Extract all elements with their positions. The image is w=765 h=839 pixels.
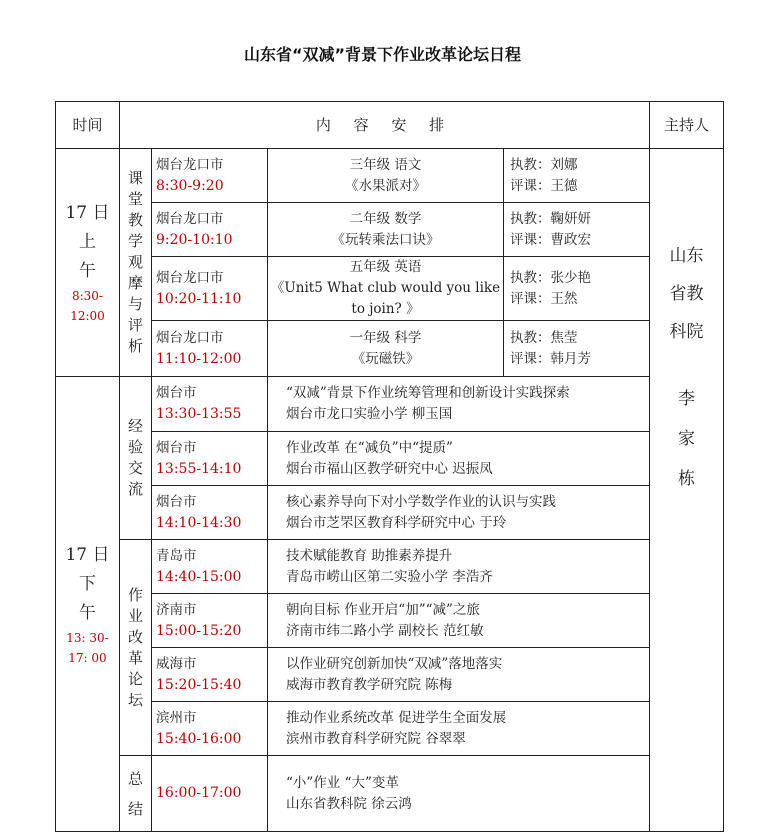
item-location: 滨州市 15:40-16:00 bbox=[152, 702, 268, 756]
item-description: 技术赋能教育 助推素养提升 青岛市崂山区第二实验小学 李浩齐 bbox=[268, 540, 650, 594]
afternoon-day-cell bbox=[56, 377, 120, 832]
item-description: 核心素养导向下对小学数学作业的认识与实践 烟台市芝罘区教育科学研究中心 于玲 bbox=[268, 486, 650, 540]
header-time: 时间 bbox=[56, 102, 120, 149]
table-row bbox=[56, 648, 724, 702]
session-teachers: 执教：刘娜 评课：王德 bbox=[504, 149, 650, 203]
morning-time-end: 12:00 bbox=[70, 309, 105, 323]
session-location: 烟台龙口市 11:10-12:00 bbox=[152, 321, 268, 377]
section-label-forum: 作业改革论坛 bbox=[120, 540, 152, 756]
item-location: 济南市 15:00-15:20 bbox=[152, 594, 268, 648]
item-description: 作业改革 在“减负”中“提质” 烟台市福山区教学研究中心 迟振凤 bbox=[268, 432, 650, 486]
table-row bbox=[56, 486, 724, 540]
session-teachers: 执教：焦莹 评课：韩月芳 bbox=[504, 321, 650, 377]
table-row bbox=[56, 540, 724, 594]
table-row bbox=[56, 257, 724, 321]
host-org: 山东 省教 科院 bbox=[669, 246, 704, 342]
header-row bbox=[56, 102, 724, 149]
table-row bbox=[56, 756, 724, 832]
header-content: 内 容 安 排 bbox=[120, 102, 650, 149]
session-subject: 三年级 语文 《水果派对》 bbox=[268, 149, 504, 203]
session-subject: 二年级 数学 《玩转乘法口诀》 bbox=[268, 203, 504, 257]
morning-section-label: 课堂教学观摩与评析 bbox=[120, 149, 152, 377]
afternoon-time-start: 13: 30- bbox=[66, 630, 109, 645]
table-row bbox=[56, 594, 724, 648]
afternoon-part1: 下 bbox=[79, 573, 96, 594]
morning-part2: 午 bbox=[79, 261, 96, 281]
session-subject: 五年级 英语 《Unit5 What club would you like to join? 》 bbox=[268, 257, 504, 321]
session-location: 烟台龙口市 8:30-9:20 bbox=[152, 149, 268, 203]
section-label-exchange: 经验交流 bbox=[120, 377, 152, 540]
afternoon-day: 17 日 bbox=[65, 544, 110, 565]
item-description: 推动作业系统改革 促进学生全面发展 滨州市教育科学研究院 谷翠翠 bbox=[268, 702, 650, 756]
session-subject: 一年级 科学 《玩磁铁》 bbox=[268, 321, 504, 377]
item-description: 朝向目标 作业开启“加”“减”之旅 济南市纬二路小学 副校长 范红敏 bbox=[268, 594, 650, 648]
afternoon-time-end: 17: 00 bbox=[68, 650, 107, 665]
item-location: 烟台市 14:10-14:30 bbox=[152, 486, 268, 540]
item-location: 烟台市 13:30-13:55 bbox=[152, 377, 268, 432]
session-location: 烟台龙口市 10:20-11:10 bbox=[152, 257, 268, 321]
table-row bbox=[56, 432, 724, 486]
schedule-table bbox=[55, 101, 724, 832]
session-location: 烟台龙口市 9:20-10:10 bbox=[152, 203, 268, 257]
host-cell bbox=[650, 149, 724, 832]
afternoon-part2: 午 bbox=[79, 602, 96, 623]
header-host: 主持人 bbox=[650, 102, 724, 149]
page-title: 山东省“双减”背景下作业改革论坛日程 bbox=[243, 45, 522, 64]
item-location: 威海市 15:20-15:40 bbox=[152, 648, 268, 702]
table-row bbox=[56, 203, 724, 257]
item-description: “双减”背景下作业统筹管理和创新设计实践探索 烟台市龙口实验小学 柳玉国 bbox=[268, 377, 650, 432]
item-description: 以作业研究创新加快“双减”落地落实 威海市教育教学研究院 陈梅 bbox=[268, 648, 650, 702]
morning-day-cell bbox=[56, 149, 120, 377]
session-teachers: 执教：张少艳 评课：王然 bbox=[504, 257, 650, 321]
morning-day: 17 日 bbox=[65, 203, 110, 223]
table-row bbox=[56, 321, 724, 377]
table-row bbox=[56, 149, 724, 203]
morning-part1: 上 bbox=[79, 232, 96, 252]
item-location: 青岛市 14:40-15:00 bbox=[152, 540, 268, 594]
item-description: “小”作业 “大”变革 山东省教科院 徐云鸿 bbox=[268, 756, 650, 832]
host-name: 李 家 栋 bbox=[678, 389, 695, 489]
session-teachers: 执教：鞠妍妍 评课：曹政宏 bbox=[504, 203, 650, 257]
section-label-summary: 总结 bbox=[120, 756, 152, 832]
table-row bbox=[56, 702, 724, 756]
item-location: 16:00-17:00 bbox=[152, 756, 268, 832]
morning-time-start: 8:30- bbox=[71, 289, 103, 303]
item-location: 烟台市 13:55-14:10 bbox=[152, 432, 268, 486]
table-row bbox=[56, 377, 724, 432]
